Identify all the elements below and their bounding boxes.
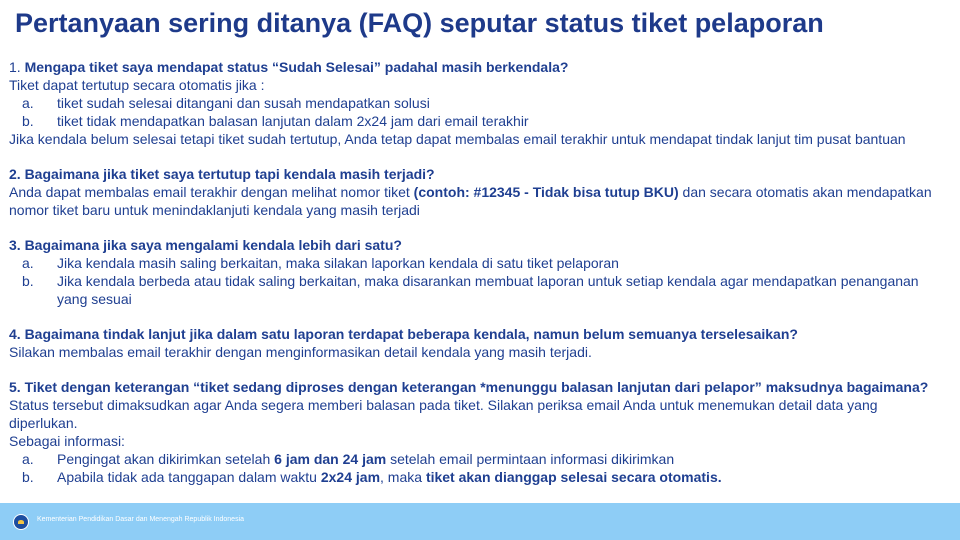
- faq-answer-3-item-a: [9, 254, 949, 272]
- list-item-text: Jika kendala masih saling berkaitan, maka silakan laporkan kendala di satu tiket pelaporan: [57, 255, 619, 271]
- faq-question-4: [9, 325, 949, 343]
- faq-answer-1-intro: Tiket dapat tertutup secara otomatis jika :: [9, 77, 265, 93]
- list-marker: a.: [22, 255, 34, 271]
- faq-question-4-text: 4. Bagaimana tindak lanjut jika dalam satu laporan terdapat beberapa kendala, namun belum semuanya terselesaikan?: [9, 326, 798, 342]
- faq-answer-2: [9, 183, 949, 219]
- page-title: Pertanyaan sering ditanya (FAQ) seputar status tiket pelaporan: [15, 8, 824, 38]
- list-marker: b.: [22, 469, 34, 485]
- footer-ministry-name: Kementerian Pendidikan Dasar dan Menengah Republik Indonesia: [37, 516, 245, 523]
- list-item-text-cont: setelah email permintaan informasi dikirimkan: [386, 451, 675, 467]
- list-marker: a.: [22, 451, 34, 467]
- list-item-text: tiket tidak mendapatkan balasan lanjutan dalam 2x24 jam dari email terakhir: [57, 113, 529, 129]
- faq-answer-3-item-b: [9, 272, 949, 308]
- faq-question-3-text: 3. Bagaimana jika saya mengalami kendala lebih dari satu?: [9, 237, 402, 253]
- list-marker: b.: [22, 113, 34, 129]
- faq-question-3: [9, 236, 949, 254]
- faq-answer-5-info-label: Sebagai informasi:: [9, 433, 125, 449]
- list-item-bold: 6 jam dan 24 jam: [274, 451, 387, 467]
- faq-question-2-text: 2. Bagaimana jika tiket saya tertutup tapi kendala masih terjadi?: [9, 166, 435, 182]
- list-item-text: Pengingat akan dikirimkan setelah: [57, 451, 275, 467]
- list-item-text: Apabila tidak ada tanggapan dalam waktu: [57, 469, 321, 485]
- footer-bar: [0, 503, 960, 540]
- list-item-bold: 2x24 jam: [320, 469, 381, 485]
- faq-question-1-text: Mengapa tiket saya mendapat status “Sudah Selesai” padahal masih berkendala?: [24, 59, 569, 75]
- faq-answer-5-item-b: [9, 468, 949, 486]
- list-marker: b.: [22, 273, 34, 289]
- faq-answer-2-text: Anda dapat membalas email terakhir dengan melihat nomor tiket: [9, 184, 414, 200]
- faq-answer-1-item-a: [9, 94, 949, 112]
- faq-answer-1-note: Jika kendala belum selesai tetapi tiket sudah tertutup, Anda tetap dapat membalas email terakhir untuk mendapat tindak lanjut tim pusat bantuan: [9, 131, 906, 147]
- faq-question-5: [9, 378, 949, 396]
- faq-question-1-number: 1.: [9, 59, 21, 75]
- faq-answer-2-text-cont: dan secara otomatis akan mendapatkan nomor tiket baru untuk menindaklanjuti kendala yang masih terjadi: [9, 184, 932, 218]
- faq-answer-1-item-b: [9, 112, 949, 130]
- ticket-example: (contoh: #12345 - Tidak bisa tutup BKU): [413, 184, 679, 200]
- list-marker: a.: [22, 95, 34, 111]
- faq-answer-5-item-a: [9, 450, 949, 468]
- faq-question-5-text: 5. Tiket dengan keterangan “tiket sedang diproses dengan keterangan *menunggu balasan lanjutan dari pelapor” maksudnya bagaimana?: [9, 379, 929, 395]
- faq-content: [9, 58, 949, 486]
- faq-question-1: [9, 58, 949, 76]
- faq-answer-5: Status tersebut dimaksudkan agar Anda segera memberi balasan pada tiket. Silakan periksa email Anda untuk menemukan detail data yang diperlukan.: [9, 397, 878, 431]
- list-item-text-mid: , maka: [380, 469, 426, 485]
- ministry-logo-icon: [13, 514, 29, 530]
- list-item-text: tiket sudah selesai ditangani dan susah mendapatkan solusi: [57, 95, 430, 111]
- faq-question-2: [9, 165, 949, 183]
- faq-answer-4: Silakan membalas email terakhir dengan menginformasikan detail kendala yang masih terjadi.: [9, 344, 592, 360]
- list-item-bold-2: tiket akan dianggap selesai secara otomatis.: [425, 469, 722, 485]
- list-item-text: Jika kendala berbeda atau tidak saling berkaitan, maka disarankan membuat laporan untuk setiap kendala agar mendapatkan penanganan yang sesuai: [57, 273, 919, 307]
